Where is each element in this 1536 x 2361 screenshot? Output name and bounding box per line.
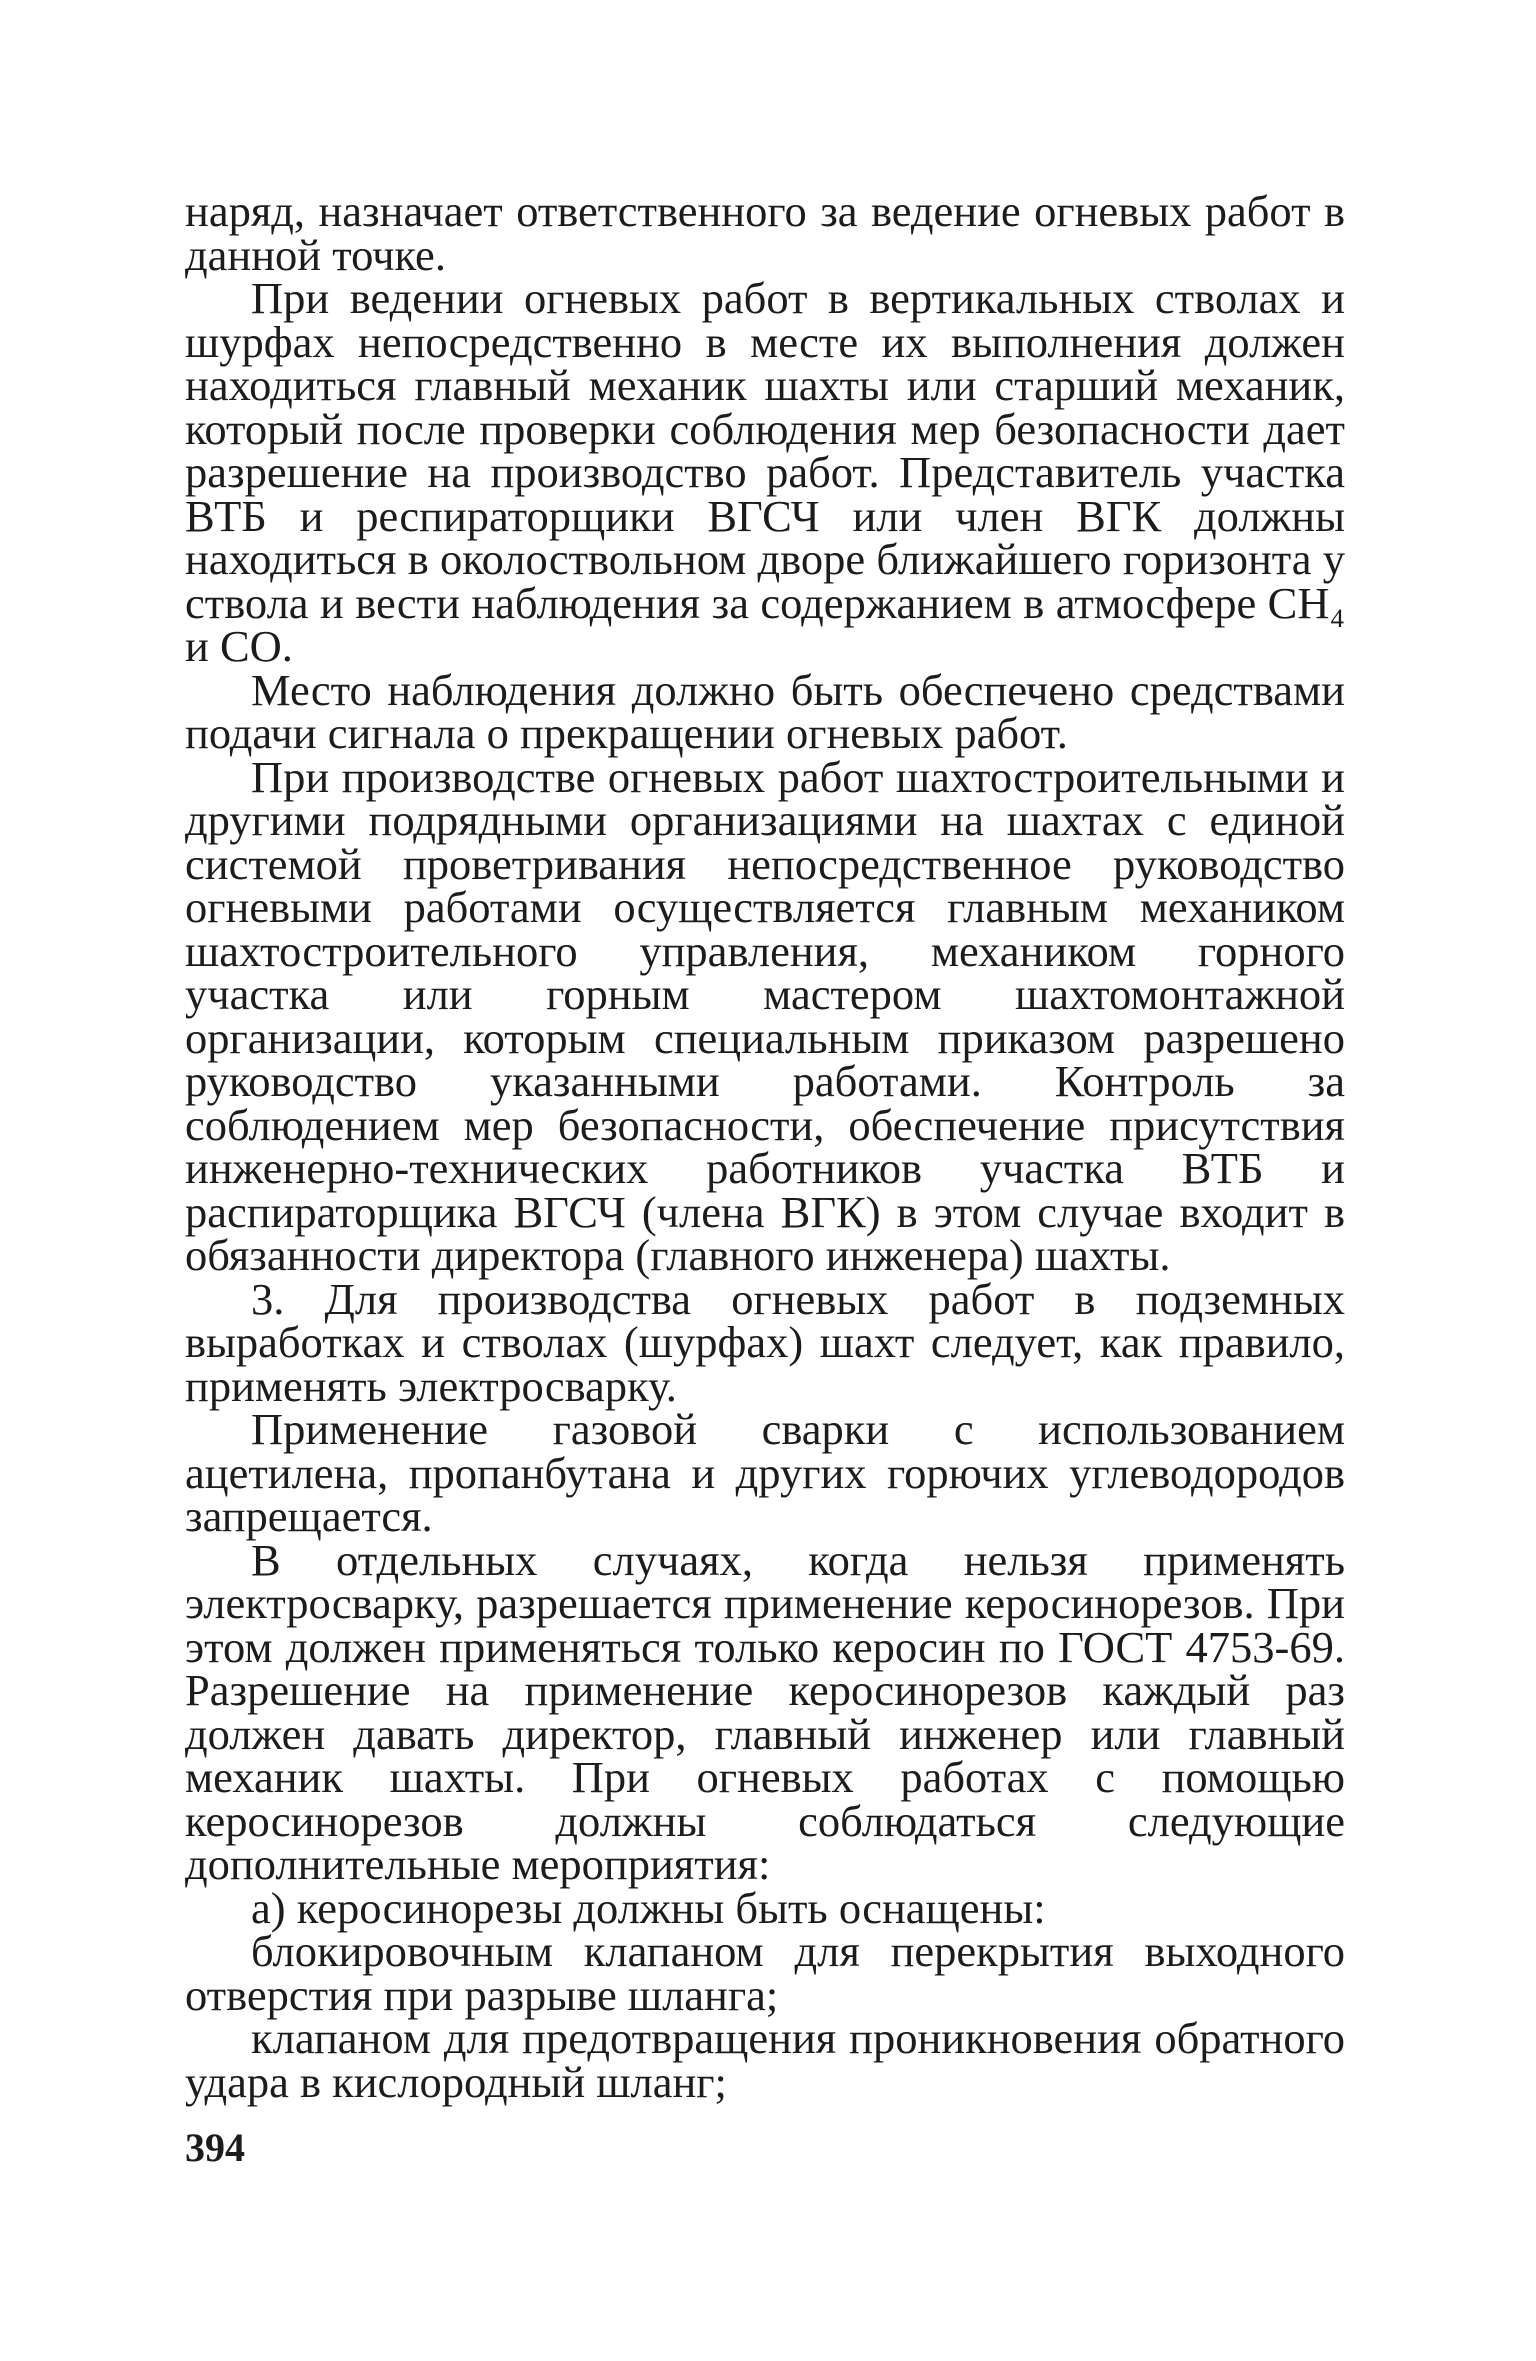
paragraph-blocking-valve: блокировочным клапаном для перекрытия выходного отверстия при разрыве шланга; [185,1926,1345,2020]
paragraph-observation-point: Место наблюдения должно быть обеспечено средствами подачи сигнала о прекращении огневых работ. [185,664,1345,758]
body-text [185,186,1345,2107]
paragraph-item-3: 3. Для производства огневых работ в подземных выработках и стволах (шурфах) шахт следует, как правило, применять электросварку. [185,1273,1345,1411]
paragraph-gas-welding-ban: Применение газовой сварки с использованием ацетилена, пропанбутана и других горючих углеводородов запрещается. [185,1404,1345,1541]
paragraph-kerosene-cutters: В отдельных случаях, когда нельзя применять электросварку, разрешается применение керосинорезов. При этом должен применяться только керосин по ГОСТ 4753-69. Разрешение на применение керосинорезов каждый раз должен давать директор, главный инженер или главный механик шахты. При огневых работах с помощью керосинорезов должны соблюдаться следующие дополнительные мероприятия: [185,1534,1345,1889]
paragraph-shaft-supervision: При ведении огневых работ в вертикальных стволах и шурфах непосредственно в месте их выполнения должен находиться главный механик шахты или старший механик, который после проверки соблюдения мер безопасности дает разрешение на производство работ. Представитель участка ВТБ и респираторщики ВГСЧ или член ВГК должны находиться в околоствольном дворе ближайшего горизонта у ствола и вести наблюдения за содержанием в атмосфере CH₄ и CO. [185,273,1345,671]
page-number: 394 [185,2125,245,2170]
paragraph-continuation: наряд, назначает ответственного за ведение огневых работ в данной точке. [185,186,1345,280]
paragraph-subitem-a: а) керосинорезы должны быть оснащены: [251,1882,1046,1933]
paragraph-contractors: При производстве огневых работ шахтостроительными и другими подрядными организациями на шахтах с единой системой проветривания непосредственное руководство огневыми работами осуществляется главным механиком шахтостроительного управления, механиком горного участка или горным мастером шахтомонтажной организации, которым специальным приказом разрешено руководство указанными работами. Контроль за соблюдением мер безопасности, обеспечение присутствия инженерно-технических работников участка ВТБ и распираторщика ВГСЧ (члена ВГК) в этом случае входит в обязанности директора (главного инженера) шахты. [185,751,1345,1280]
paragraph-backfire-valve: клапаном для предотвращения проникновения обратного удара в кислородный шланг; [185,2013,1345,2107]
